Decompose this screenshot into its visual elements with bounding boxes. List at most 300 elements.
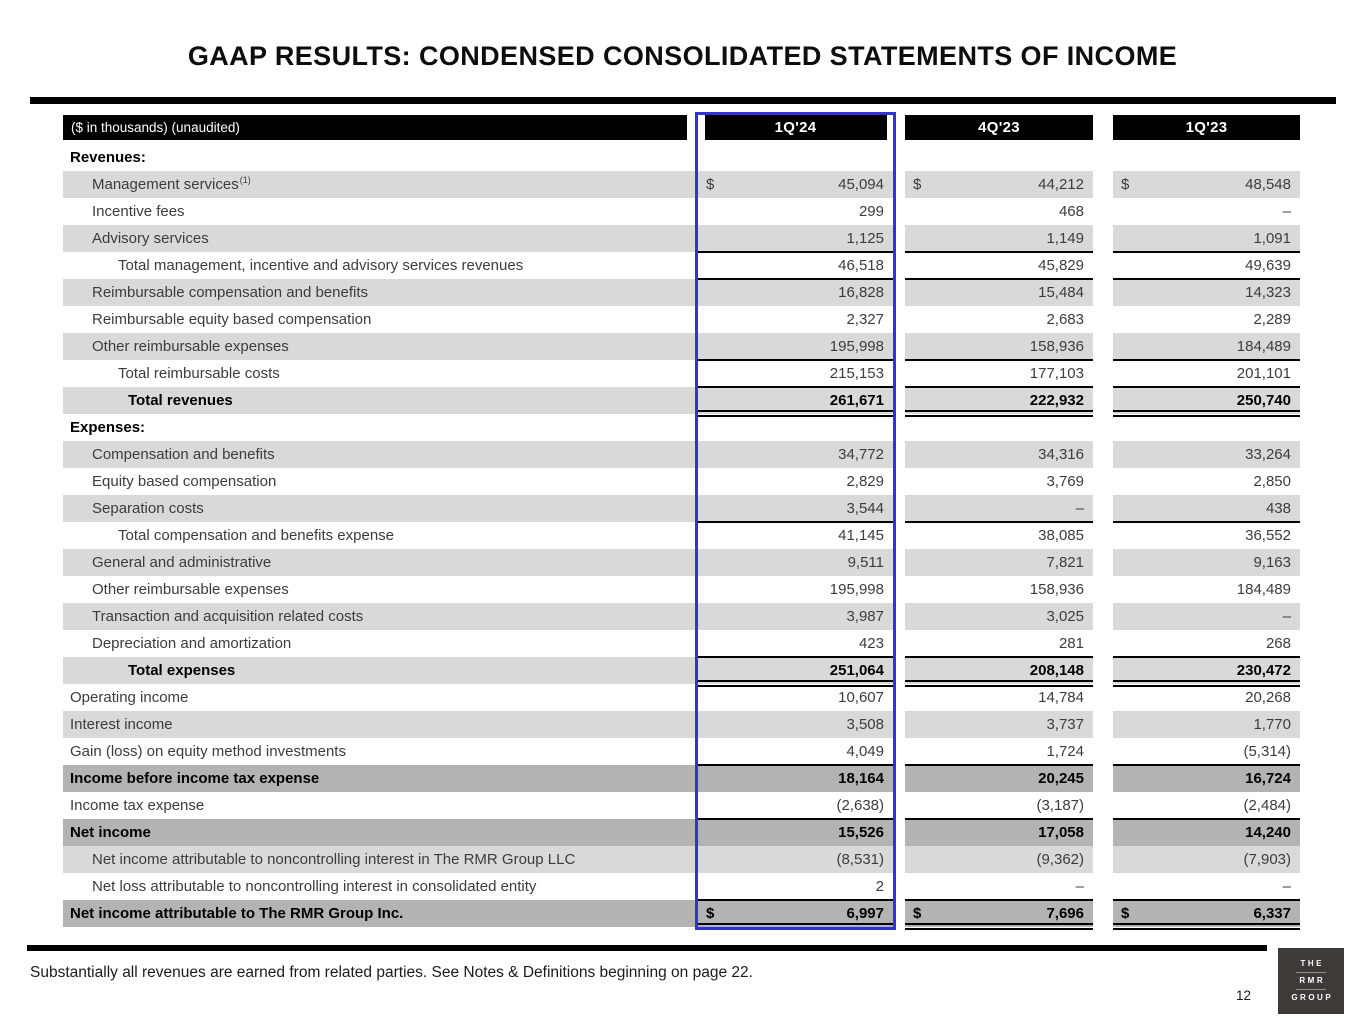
value-cell-4q23 bbox=[905, 873, 1093, 900]
column-gap bbox=[1093, 603, 1113, 630]
value-text: (9,362) bbox=[1036, 851, 1084, 868]
value-cell-4q23 bbox=[905, 630, 1093, 657]
rmr-group-logo bbox=[1278, 948, 1344, 1014]
row-label bbox=[63, 306, 698, 333]
column-gap bbox=[1093, 684, 1113, 711]
value-cell-1q24 bbox=[698, 522, 893, 549]
row-label bbox=[63, 279, 698, 306]
table-row bbox=[63, 603, 1300, 630]
value-text: – bbox=[1075, 878, 1084, 895]
row-label-text: Interest income bbox=[70, 716, 173, 733]
column-gap bbox=[893, 198, 905, 225]
table-row bbox=[63, 441, 1300, 468]
value-cell-4q23 bbox=[905, 225, 1093, 252]
row-label-text: Net income attributable to The RMR Group Inc. bbox=[70, 905, 404, 922]
value-cell-4q23 bbox=[905, 414, 1093, 441]
value-text: (2,484) bbox=[1243, 797, 1291, 814]
value-text: 6,997 bbox=[846, 905, 884, 922]
column-header-cell-1q23 bbox=[1113, 114, 1300, 140]
row-label bbox=[63, 900, 698, 927]
value-text: 2,327 bbox=[846, 311, 884, 328]
value-text: 46,518 bbox=[838, 257, 884, 274]
value-cell-4q23 bbox=[905, 711, 1093, 738]
value-cell-1q23 bbox=[1113, 306, 1300, 333]
table-row bbox=[63, 360, 1300, 387]
value-text: 45,094 bbox=[838, 176, 884, 193]
table-row bbox=[63, 144, 1300, 171]
value-cell-1q24 bbox=[698, 468, 893, 495]
row-label-text: Separation costs bbox=[92, 500, 204, 517]
value-text: 1,724 bbox=[1046, 743, 1084, 760]
column-gap bbox=[1093, 873, 1113, 900]
value-text: – bbox=[1282, 608, 1291, 625]
column-gap bbox=[893, 846, 905, 873]
row-label bbox=[63, 711, 698, 738]
value-cell-4q23 bbox=[905, 738, 1093, 765]
dollar-sign: $ bbox=[913, 905, 922, 922]
row-label-text: Total expenses bbox=[128, 662, 236, 679]
value-cell-4q23 bbox=[905, 819, 1093, 846]
value-text: – bbox=[1075, 500, 1084, 517]
value-text: 3,025 bbox=[1046, 608, 1084, 625]
row-label-text: Net income attributable to noncontrolling interest in The RMR Group LLC bbox=[92, 851, 576, 868]
value-cell-4q23 bbox=[905, 684, 1093, 711]
value-cell-4q23 bbox=[905, 279, 1093, 306]
row-label-text: Incentive fees bbox=[92, 203, 185, 220]
row-label bbox=[63, 792, 698, 819]
value-cell-1q23 bbox=[1113, 819, 1300, 846]
value-text: 20,245 bbox=[1038, 770, 1084, 787]
column-gap bbox=[893, 144, 905, 171]
row-label bbox=[63, 387, 698, 414]
value-text: 10,607 bbox=[838, 689, 884, 706]
row-label bbox=[63, 360, 698, 387]
value-text: 2,289 bbox=[1253, 311, 1291, 328]
row-label bbox=[63, 144, 698, 171]
value-text: 15,526 bbox=[838, 824, 884, 841]
logo-separator bbox=[1296, 989, 1326, 990]
column-gap bbox=[893, 279, 905, 306]
value-text: 195,998 bbox=[829, 338, 884, 355]
value-text: 16,724 bbox=[1245, 770, 1291, 787]
table-row bbox=[63, 765, 1300, 792]
column-gap bbox=[1093, 576, 1113, 603]
column-gap bbox=[1093, 414, 1113, 441]
value-cell-1q24 bbox=[698, 576, 893, 603]
table-row bbox=[63, 549, 1300, 576]
row-label-text: Other reimbursable expenses bbox=[92, 581, 289, 598]
value-cell-1q24 bbox=[698, 846, 893, 873]
value-cell-1q24 bbox=[698, 171, 893, 198]
dollar-sign: $ bbox=[1121, 176, 1130, 193]
column-gap bbox=[893, 225, 905, 252]
table-row bbox=[63, 279, 1300, 306]
value-cell-4q23 bbox=[905, 603, 1093, 630]
value-text: 3,508 bbox=[846, 716, 884, 733]
value-text: 158,936 bbox=[1029, 581, 1084, 598]
column-gap bbox=[1093, 252, 1113, 279]
column-gap bbox=[1093, 225, 1113, 252]
value-text: 468 bbox=[1058, 203, 1084, 220]
value-cell-1q24 bbox=[698, 144, 893, 171]
row-label bbox=[63, 333, 698, 360]
row-label-text: Total reimbursable costs bbox=[118, 365, 280, 382]
table-row bbox=[63, 495, 1300, 522]
row-label bbox=[63, 549, 698, 576]
value-cell-1q23 bbox=[1113, 144, 1300, 171]
column-gap bbox=[893, 603, 905, 630]
row-label-text: Gain (loss) on equity method investments bbox=[70, 743, 346, 760]
value-cell-1q24 bbox=[698, 225, 893, 252]
table-row bbox=[63, 198, 1300, 225]
column-gap bbox=[893, 387, 905, 414]
table-row bbox=[63, 252, 1300, 279]
value-text: 48,548 bbox=[1245, 176, 1291, 193]
column-gap bbox=[893, 441, 905, 468]
row-label bbox=[63, 657, 698, 684]
row-label-text: Reimbursable equity based compensation bbox=[92, 311, 372, 328]
column-gap bbox=[893, 711, 905, 738]
value-text: 268 bbox=[1265, 635, 1291, 652]
value-cell-1q23 bbox=[1113, 630, 1300, 657]
table-corner-label: ($ in thousands) (unaudited) bbox=[63, 115, 687, 140]
row-label bbox=[63, 468, 698, 495]
row-label bbox=[63, 198, 698, 225]
row-label bbox=[63, 765, 698, 792]
value-text: 1,091 bbox=[1253, 230, 1291, 247]
value-cell-4q23 bbox=[905, 333, 1093, 360]
row-label bbox=[63, 819, 698, 846]
value-text: 36,552 bbox=[1245, 527, 1291, 544]
row-label bbox=[63, 414, 698, 441]
value-cell-4q23 bbox=[905, 495, 1093, 522]
row-label bbox=[63, 441, 698, 468]
column-gap bbox=[893, 522, 905, 549]
value-cell-1q23 bbox=[1113, 765, 1300, 792]
value-text: 3,769 bbox=[1046, 473, 1084, 490]
value-text: – bbox=[1282, 878, 1291, 895]
value-cell-4q23 bbox=[905, 198, 1093, 225]
value-text: 299 bbox=[858, 203, 884, 220]
value-cell-4q23 bbox=[905, 306, 1093, 333]
column-gap bbox=[1093, 630, 1113, 657]
value-text: 6,337 bbox=[1253, 905, 1291, 922]
value-text: 1,125 bbox=[846, 230, 884, 247]
value-cell-1q23 bbox=[1113, 684, 1300, 711]
column-gap bbox=[893, 495, 905, 522]
column-gap bbox=[893, 576, 905, 603]
row-label bbox=[63, 873, 698, 900]
row-label bbox=[63, 576, 698, 603]
value-cell-1q24 bbox=[698, 738, 893, 765]
column-gap bbox=[893, 873, 905, 900]
value-text: 2,829 bbox=[846, 473, 884, 490]
row-label bbox=[63, 738, 698, 765]
row-label bbox=[63, 846, 698, 873]
page-number: 12 bbox=[1236, 988, 1252, 1003]
value-cell-4q23 bbox=[905, 468, 1093, 495]
row-label-text: Management services bbox=[92, 176, 239, 193]
column-gap bbox=[1093, 765, 1113, 792]
value-text: 45,829 bbox=[1038, 257, 1084, 274]
value-cell-4q23 bbox=[905, 144, 1093, 171]
column-gap bbox=[1093, 360, 1113, 387]
value-text: 222,932 bbox=[1029, 392, 1084, 409]
column-gap bbox=[893, 738, 905, 765]
value-text: 208,148 bbox=[1029, 662, 1084, 679]
value-text: 4,049 bbox=[846, 743, 884, 760]
table-row bbox=[63, 900, 1300, 927]
footer-divider bbox=[27, 945, 1267, 951]
value-text: 14,323 bbox=[1245, 284, 1291, 301]
value-cell-1q24 bbox=[698, 900, 893, 927]
title-divider bbox=[30, 97, 1336, 104]
value-text: 438 bbox=[1265, 500, 1291, 517]
value-text: 251,064 bbox=[829, 662, 884, 679]
value-cell-4q23 bbox=[905, 657, 1093, 684]
value-text: 281 bbox=[1058, 635, 1084, 652]
value-text: 177,103 bbox=[1029, 365, 1084, 382]
column-gap bbox=[893, 630, 905, 657]
row-label-text: Reimbursable compensation and benefits bbox=[92, 284, 368, 301]
column-gap bbox=[893, 792, 905, 819]
value-cell-4q23 bbox=[905, 360, 1093, 387]
value-cell-1q24 bbox=[698, 306, 893, 333]
column-header-cell-4q23 bbox=[905, 114, 1093, 140]
column-gap bbox=[1093, 306, 1113, 333]
value-cell-1q23 bbox=[1113, 549, 1300, 576]
table-row bbox=[63, 819, 1300, 846]
value-text: (5,314) bbox=[1243, 743, 1291, 760]
row-label-text: Expenses: bbox=[70, 419, 146, 436]
table-row bbox=[63, 306, 1300, 333]
value-cell-4q23 bbox=[905, 549, 1093, 576]
value-cell-1q24 bbox=[698, 441, 893, 468]
value-cell-1q23 bbox=[1113, 387, 1300, 414]
value-cell-1q24 bbox=[698, 414, 893, 441]
value-cell-1q24 bbox=[698, 603, 893, 630]
value-text: 3,987 bbox=[846, 608, 884, 625]
value-cell-1q24 bbox=[698, 792, 893, 819]
value-text: 1,149 bbox=[1046, 230, 1084, 247]
table-row bbox=[63, 387, 1300, 414]
column-gap bbox=[1093, 522, 1113, 549]
value-text: 34,316 bbox=[1038, 446, 1084, 463]
value-cell-1q23 bbox=[1113, 900, 1300, 927]
table-row bbox=[63, 576, 1300, 603]
row-label bbox=[63, 603, 698, 630]
value-text: 34,772 bbox=[838, 446, 884, 463]
value-cell-1q24 bbox=[698, 279, 893, 306]
value-cell-1q23 bbox=[1113, 171, 1300, 198]
row-label-text: Total management, incentive and advisory services revenues bbox=[118, 257, 524, 274]
table-row bbox=[63, 630, 1300, 657]
row-label-text: Depreciation and amortization bbox=[92, 635, 292, 652]
value-text: 3,544 bbox=[846, 500, 884, 517]
value-text: 261,671 bbox=[829, 392, 884, 409]
value-text: 2,850 bbox=[1253, 473, 1291, 490]
table-row bbox=[63, 684, 1300, 711]
column-gap bbox=[893, 360, 905, 387]
column-gap bbox=[1093, 144, 1113, 171]
value-text: 230,472 bbox=[1236, 662, 1291, 679]
row-label-text: Net loss attributable to noncontrolling interest in consolidated entity bbox=[92, 878, 537, 895]
value-cell-1q24 bbox=[698, 387, 893, 414]
table-body bbox=[63, 144, 1300, 927]
row-label-text: Income tax expense bbox=[70, 797, 205, 814]
row-label-text: Revenues: bbox=[70, 149, 146, 166]
value-text: 49,639 bbox=[1245, 257, 1291, 274]
column-gap bbox=[893, 549, 905, 576]
value-cell-1q23 bbox=[1113, 576, 1300, 603]
value-text: 44,212 bbox=[1038, 176, 1084, 193]
value-cell-1q24 bbox=[698, 657, 893, 684]
row-label bbox=[63, 630, 698, 657]
column-gap bbox=[893, 684, 905, 711]
value-cell-4q23 bbox=[905, 171, 1093, 198]
logo-word-group: GROUP bbox=[1291, 993, 1334, 1002]
column-gap bbox=[1093, 495, 1113, 522]
value-text: 15,484 bbox=[1038, 284, 1084, 301]
column-gap bbox=[893, 171, 905, 198]
table-header-row bbox=[63, 114, 1300, 144]
column-gap bbox=[1093, 333, 1113, 360]
value-text: 250,740 bbox=[1236, 392, 1291, 409]
column-gap bbox=[1093, 792, 1113, 819]
table-row bbox=[63, 522, 1300, 549]
value-cell-1q24 bbox=[698, 711, 893, 738]
column-gap bbox=[1093, 387, 1113, 414]
column-gap bbox=[1093, 657, 1113, 684]
value-text: 2 bbox=[875, 878, 884, 895]
row-label bbox=[63, 171, 698, 198]
value-cell-1q24 bbox=[698, 360, 893, 387]
column-gap bbox=[893, 765, 905, 792]
value-cell-1q24 bbox=[698, 333, 893, 360]
value-cell-4q23 bbox=[905, 900, 1093, 927]
value-text: 14,240 bbox=[1245, 824, 1291, 841]
value-text: 18,164 bbox=[838, 770, 884, 787]
table-row bbox=[63, 738, 1300, 765]
value-cell-1q23 bbox=[1113, 792, 1300, 819]
value-text: – bbox=[1282, 203, 1291, 220]
value-cell-1q23 bbox=[1113, 468, 1300, 495]
row-label bbox=[63, 225, 698, 252]
value-text: (7,903) bbox=[1243, 851, 1291, 868]
value-cell-1q23 bbox=[1113, 873, 1300, 900]
row-label bbox=[63, 522, 698, 549]
column-gap bbox=[1093, 819, 1113, 846]
value-text: 184,489 bbox=[1236, 581, 1291, 598]
value-cell-1q23 bbox=[1113, 441, 1300, 468]
value-cell-4q23 bbox=[905, 441, 1093, 468]
value-cell-1q23 bbox=[1113, 711, 1300, 738]
dollar-sign: $ bbox=[706, 905, 715, 922]
table-row bbox=[63, 846, 1300, 873]
value-text: 195,998 bbox=[829, 581, 884, 598]
value-cell-4q23 bbox=[905, 576, 1093, 603]
row-label-text: Total compensation and benefits expense bbox=[118, 527, 395, 544]
column-gap bbox=[893, 252, 905, 279]
value-cell-4q23 bbox=[905, 765, 1093, 792]
logo-word-rmr: RMR bbox=[1299, 976, 1326, 985]
table-row bbox=[63, 711, 1300, 738]
value-text: 9,511 bbox=[847, 554, 884, 571]
value-text: 2,683 bbox=[1046, 311, 1084, 328]
row-label bbox=[63, 495, 698, 522]
column-gap bbox=[1093, 441, 1113, 468]
value-text: 33,264 bbox=[1245, 446, 1291, 463]
value-cell-1q23 bbox=[1113, 495, 1300, 522]
column-gap bbox=[1093, 549, 1113, 576]
value-cell-1q24 bbox=[698, 873, 893, 900]
page-title: GAAP RESULTS: CONDENSED CONSOLIDATED STATEMENTS OF INCOME bbox=[187, 41, 1178, 71]
value-text: 3,737 bbox=[1046, 716, 1084, 733]
value-text: 16,828 bbox=[838, 284, 884, 301]
value-cell-1q23 bbox=[1113, 657, 1300, 684]
column-gap bbox=[893, 468, 905, 495]
row-label-text: Advisory services bbox=[92, 230, 209, 247]
column-gap bbox=[893, 657, 905, 684]
value-text: 201,101 bbox=[1236, 365, 1291, 382]
table-row bbox=[63, 171, 1300, 198]
row-label-text: Other reimbursable expenses bbox=[92, 338, 289, 355]
column-gap bbox=[893, 333, 905, 360]
value-cell-1q23 bbox=[1113, 360, 1300, 387]
column-gap bbox=[1093, 900, 1113, 927]
value-cell-1q24 bbox=[698, 684, 893, 711]
table-row bbox=[63, 414, 1300, 441]
table-row bbox=[63, 792, 1300, 819]
value-cell-4q23 bbox=[905, 792, 1093, 819]
value-text: 7,696 bbox=[1046, 905, 1084, 922]
value-text: 41,145 bbox=[838, 527, 884, 544]
dollar-sign: $ bbox=[1121, 905, 1130, 922]
column-gap bbox=[893, 306, 905, 333]
value-cell-1q23 bbox=[1113, 198, 1300, 225]
row-label-text: General and administrative bbox=[92, 554, 272, 571]
footnote: Substantially all revenues are earned from related parties. See Notes & Definitions beginning on page 22. bbox=[30, 964, 753, 981]
value-cell-1q23 bbox=[1113, 279, 1300, 306]
value-cell-1q23 bbox=[1113, 603, 1300, 630]
value-text: 158,936 bbox=[1029, 338, 1084, 355]
column-header-4q23: 4Q'23 bbox=[905, 115, 1093, 140]
row-label-text: Income before income tax expense bbox=[70, 770, 320, 787]
row-label-text: Compensation and benefits bbox=[92, 446, 275, 463]
value-cell-1q23 bbox=[1113, 252, 1300, 279]
column-gap bbox=[893, 900, 905, 927]
value-text: 20,268 bbox=[1245, 689, 1291, 706]
column-gap bbox=[1093, 468, 1113, 495]
row-label-text: Operating income bbox=[70, 689, 189, 706]
row-label-text: Transaction and acquisition related costs bbox=[92, 608, 364, 625]
table-row bbox=[63, 333, 1300, 360]
value-cell-1q24 bbox=[698, 819, 893, 846]
column-gap bbox=[1093, 846, 1113, 873]
column-gap bbox=[1093, 711, 1113, 738]
table-row bbox=[63, 468, 1300, 495]
column-gap bbox=[1093, 279, 1113, 306]
table-row bbox=[63, 225, 1300, 252]
value-cell-1q24 bbox=[698, 549, 893, 576]
value-text: 38,085 bbox=[1038, 527, 1084, 544]
value-cell-1q23 bbox=[1113, 225, 1300, 252]
value-cell-1q23 bbox=[1113, 414, 1300, 441]
value-text: 9,163 bbox=[1253, 554, 1291, 571]
value-cell-1q24 bbox=[698, 198, 893, 225]
table-row bbox=[63, 657, 1300, 684]
footnote-marker: (1) bbox=[239, 174, 251, 185]
